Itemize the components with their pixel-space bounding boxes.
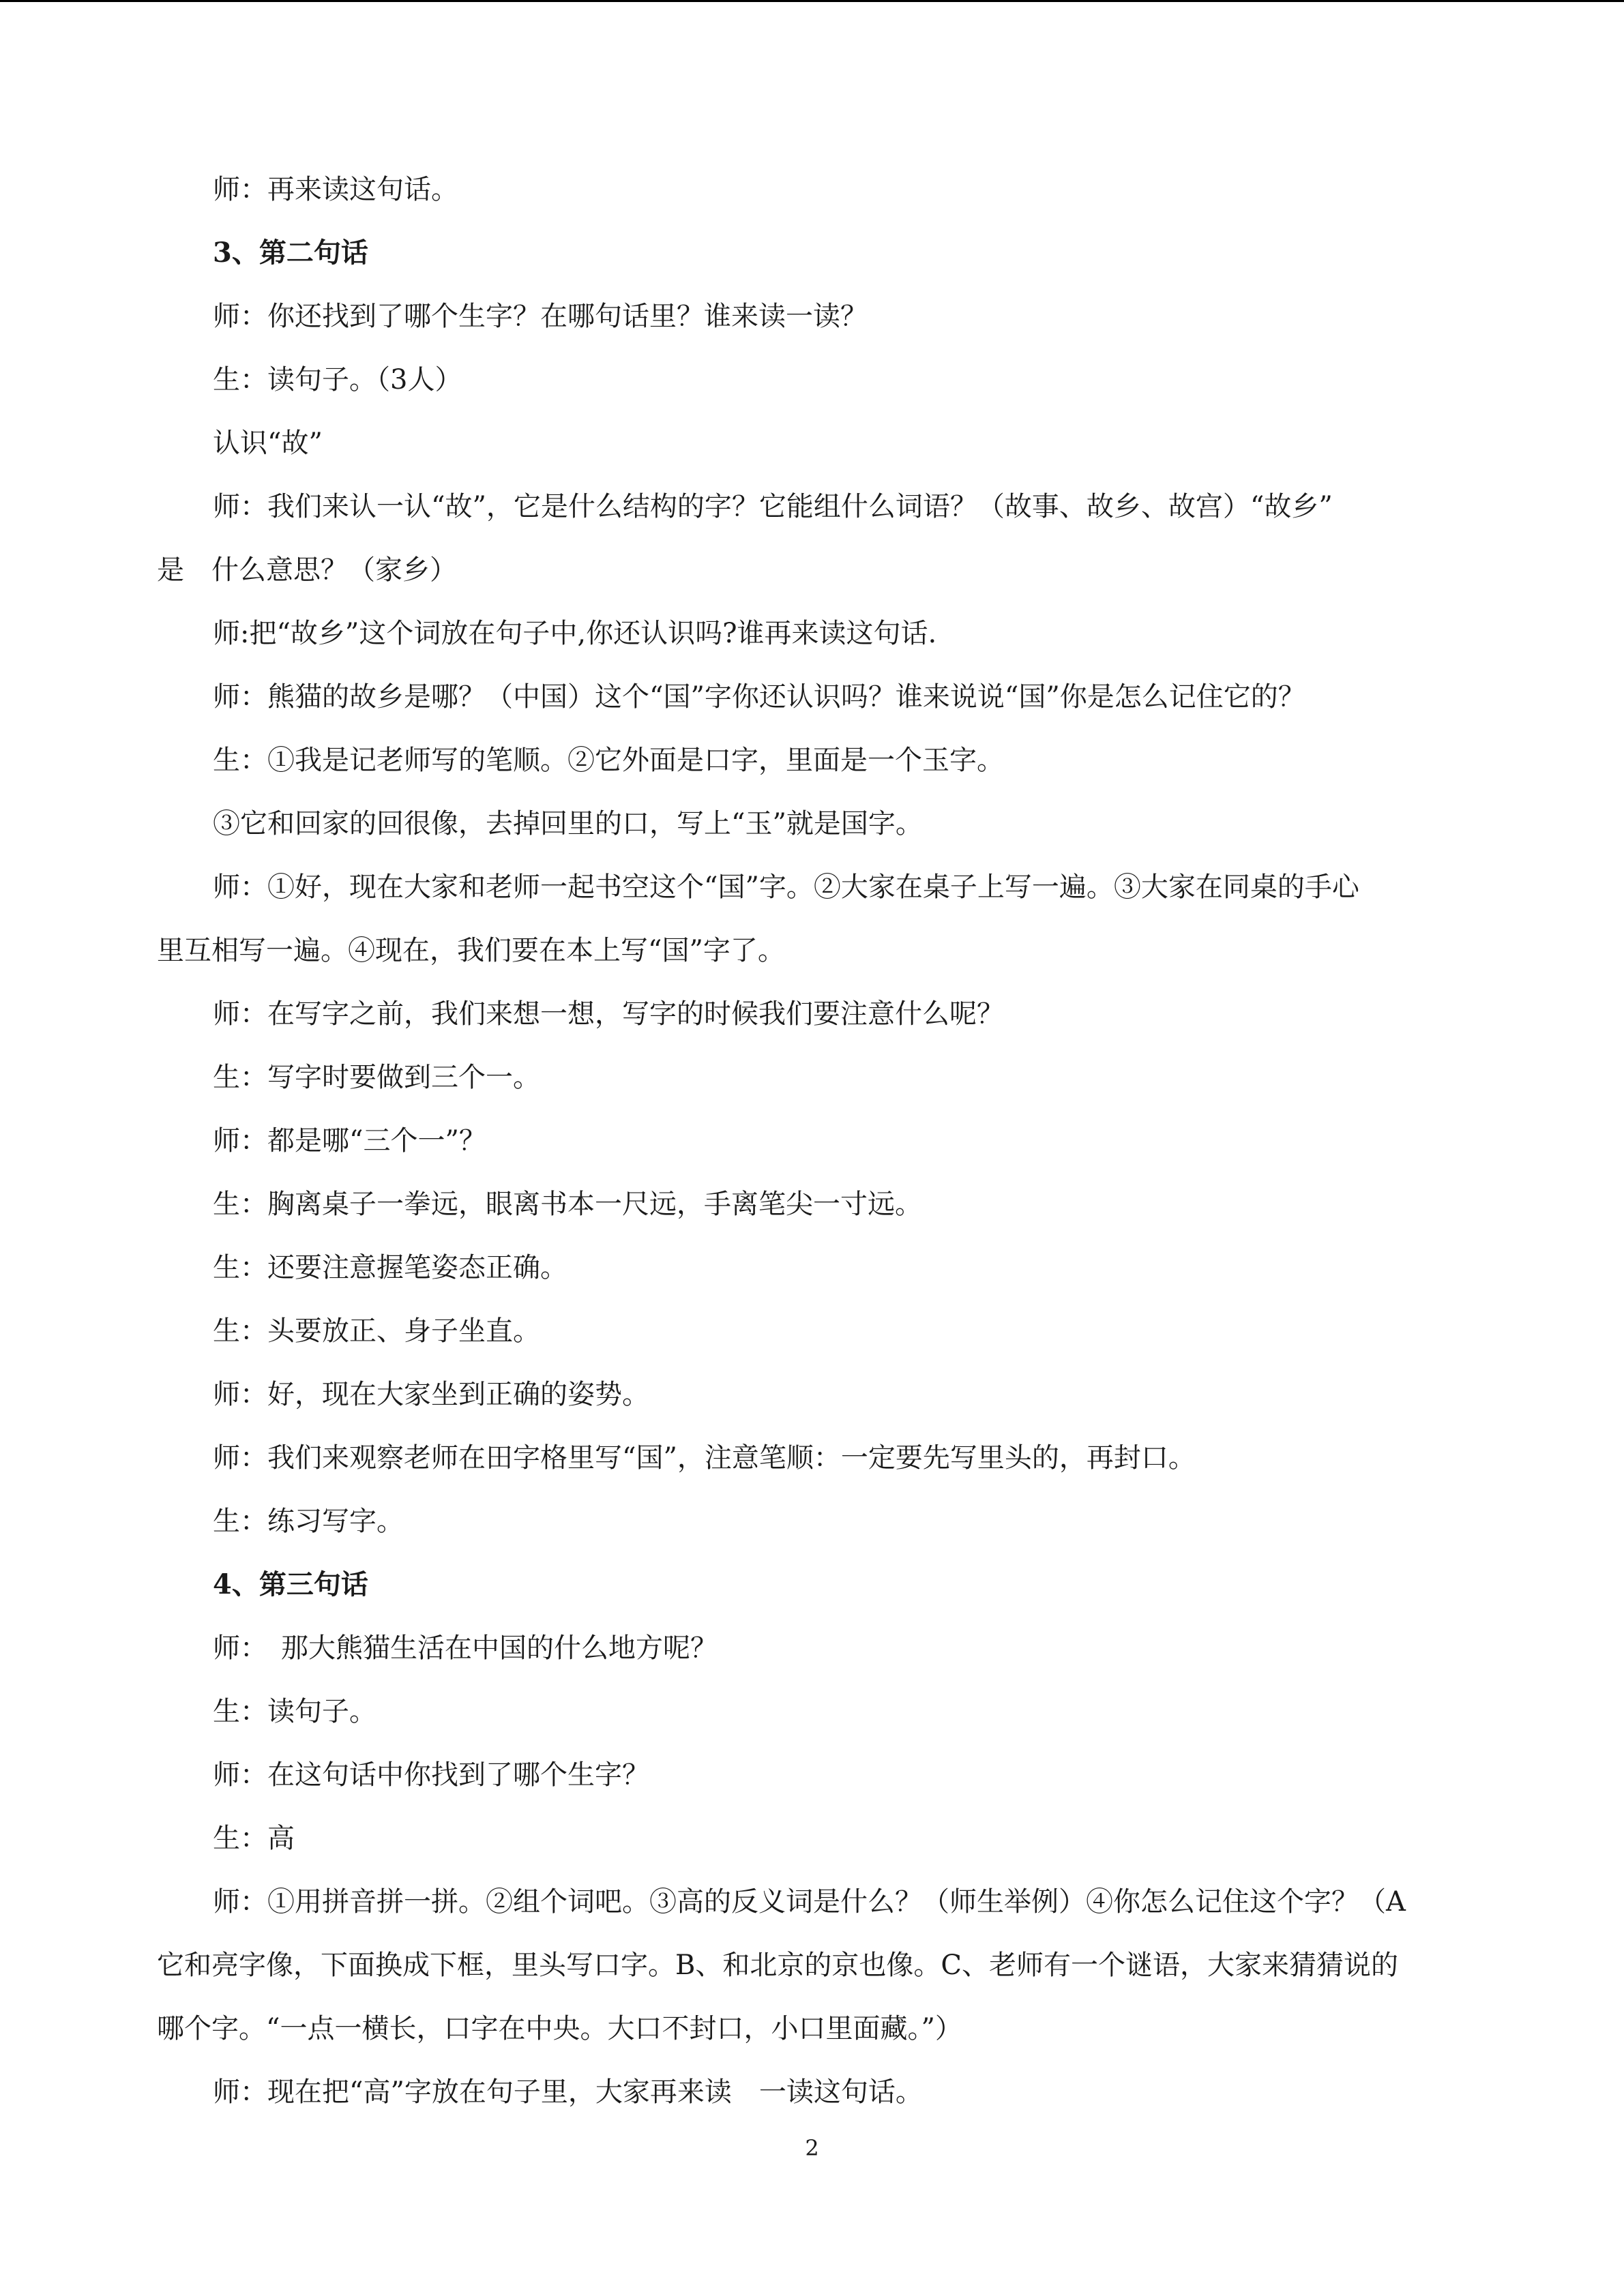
section-heading: 3、第二句话 [213,237,368,269]
paragraph: 师：好，现在大家坐到正确的姿势。 [213,1379,649,1410]
paragraph-continuation: 哪个字。“一点一横长，口字在中央。大口不封口，小口里面藏。”） [157,2013,962,2044]
paragraph: 生：读句子。（3人） [213,364,462,396]
paragraph: 师：都是哪“三个一”？ [213,1125,486,1157]
paragraph: 师：再来读这句话。 [213,174,458,205]
page-top-border [0,0,1624,2]
paragraph: 生：高 [213,1823,295,1854]
paragraph: 师：①用拼音拼一拼。②组个词吧。③高的反义词是什么？（师生举例）④你怎么记住这个字？（A [213,1886,1406,1918]
paragraph: 师：①好，现在大家和老师一起书空这个“国”字。②大家在桌子上写一遍。③大家在同桌的手心 [213,871,1359,903]
paragraph: 师：我们来观察老师在田字格里写“国”，注意笔顺：一定要先写里头的，再封口。 [213,1442,1196,1474]
paragraph: 生：还要注意握笔姿态正确。 [213,1252,567,1283]
paragraph: 师： 那大熊猫生活在中国的什么地方呢？ [213,1632,718,1664]
paragraph: 师：在写字之前，我们来想一想，写字的时候我们要注意什么呢？ [213,998,1004,1030]
paragraph: 师：在这句话中你找到了哪个生字？ [213,1759,649,1791]
paragraph: 生：练习写字。 [213,1506,404,1537]
paragraph: ③它和回家的回很像，去掉回里的口，写上“玉”就是国字。 [213,808,923,839]
paragraph: 师：我们来认一认“故”，它是什么结构的字？它能组什么词语？（故事、故乡、故宫）“故乡” [213,491,1333,522]
paragraph: 师:把“故乡”这个词放在句子中,你还认识吗?谁再来读这句话. [213,618,937,649]
paragraph: 生：写字时要做到三个一。 [213,1062,540,1093]
paragraph-continuation: 它和亮字像，下面换成下框，里头写口字。B、和北京的京也像。C、老师有一个谜语，大家来猜猜说的 [157,1950,1398,1981]
paragraph: 师：现在把“高”字放在句子里，大家再来读 一读这句话。 [213,2076,923,2108]
paragraph: 师：你还找到了哪个生字？在哪句话里？谁来读一读？ [213,301,868,332]
paragraph-continuation: 里互相写一遍。④现在，我们要在本上写“国”字了。 [157,935,785,966]
paragraph: 生：读句子。 [213,1696,377,1727]
section-heading: 4、第三句话 [213,1568,368,1600]
paragraph: 认识“故” [213,428,323,459]
paragraph: 生：①我是记老师写的笔顺。②它外面是口字，里面是一个玉字。 [213,745,1004,776]
page-number: 2 [805,2135,819,2161]
paragraph: 师：熊猫的故乡是哪？（中国）这个“国”字你还认识吗？谁来说说“国”你是怎么记住它的？ [213,681,1305,713]
paragraph: 生：头要放正、身子坐直。 [213,1315,540,1347]
paragraph: 生：胸离桌子一拳远，眼离书本一尺远，手离笔尖一寸远。 [213,1189,922,1220]
paragraph-continuation: 是 什么意思？（家乡） [157,554,457,586]
